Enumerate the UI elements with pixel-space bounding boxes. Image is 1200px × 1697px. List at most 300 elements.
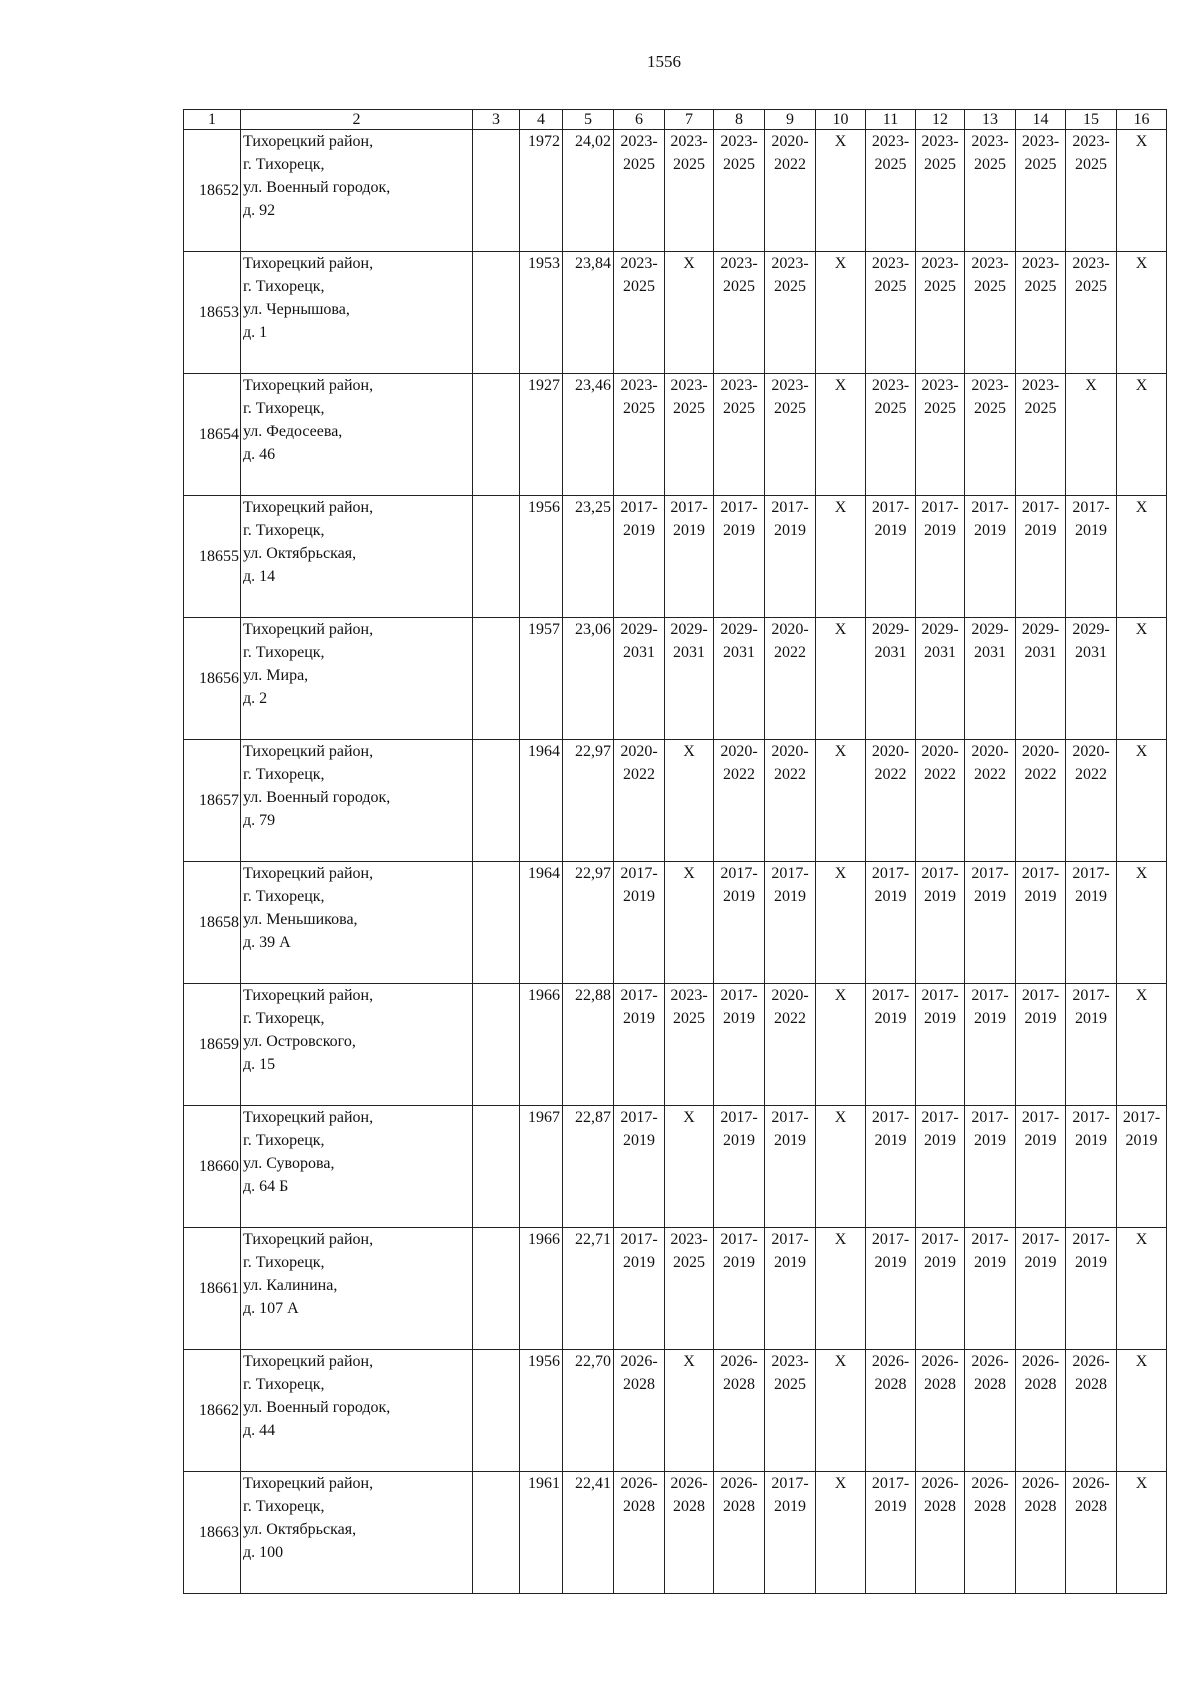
period-cell-col-10 <box>816 496 866 618</box>
year-built: 1957 <box>520 618 563 740</box>
period-cell-col-8 <box>714 984 765 1106</box>
address-line: Тихорецкий район, <box>243 865 374 882</box>
address-cell <box>241 252 473 374</box>
table-row <box>184 1228 1167 1350</box>
column-3-cell <box>473 1228 520 1350</box>
period-cell-col-9 <box>765 740 816 862</box>
period-cell-col-7 <box>665 618 714 740</box>
period-text: 2019 <box>874 522 907 539</box>
period-text: 2019 <box>924 522 956 539</box>
table-row <box>184 252 1167 374</box>
period-text: 2025 <box>1075 156 1107 173</box>
period-text: 2023- <box>971 133 1009 150</box>
column-header-4: 4 <box>520 110 563 130</box>
period-cell-col-7 <box>665 1350 714 1472</box>
area-value: 22,41 <box>563 1472 614 1594</box>
period-text: 2019 <box>924 1132 956 1149</box>
period-text: 2017- <box>921 499 959 516</box>
period-text: 2019 <box>1024 888 1057 905</box>
period-text: X <box>1135 743 1148 760</box>
column-header-6: 6 <box>614 110 665 130</box>
record-number: 18655 <box>184 496 241 618</box>
period-cell-col-15 <box>1066 1350 1117 1472</box>
table-row <box>184 496 1167 618</box>
period-text: 2020- <box>771 743 809 760</box>
period-text: 2029- <box>620 621 658 638</box>
period-text: 2019 <box>623 1254 655 1271</box>
period-cell-col-8 <box>714 618 765 740</box>
period-cell-col-8 <box>714 252 765 374</box>
address-line: д. 46 <box>243 446 276 463</box>
period-cell-col-14 <box>1016 862 1066 984</box>
period-cell-col-13 <box>965 740 1016 862</box>
period-cell-col-10 <box>816 130 866 252</box>
address-line: Тихорецкий район, <box>243 1231 374 1248</box>
address-line: г. Тихорецк, <box>243 888 325 905</box>
period-text: 2019 <box>924 1254 956 1271</box>
record-number: 18658 <box>184 862 241 984</box>
period-text: 2025 <box>623 400 655 417</box>
address-line: г. Тихорецк, <box>243 1254 325 1271</box>
period-text: X <box>1135 621 1148 638</box>
period-text: 2019 <box>874 1254 907 1271</box>
period-text: 2017- <box>971 1109 1009 1126</box>
period-text: 2025 <box>673 400 705 417</box>
period-cell-col-14 <box>1016 374 1066 496</box>
period-text: 2022 <box>774 644 806 661</box>
period-text: 2023- <box>871 377 910 394</box>
period-cell-col-14 <box>1016 130 1066 252</box>
period-text: 2028 <box>974 1376 1006 1393</box>
period-text: 2026- <box>871 1353 910 1370</box>
period-text: 2025 <box>673 1010 705 1027</box>
period-cell-col-11 <box>866 740 916 862</box>
period-text: 2019 <box>723 1132 755 1149</box>
period-text: X <box>1135 865 1148 882</box>
period-text: 2023- <box>771 377 809 394</box>
period-text: 2023- <box>620 133 658 150</box>
column-header-1: 1 <box>184 110 241 130</box>
period-text: 2017- <box>1021 987 1060 1004</box>
column-3-cell <box>473 862 520 984</box>
year-built: 1966 <box>520 984 563 1106</box>
period-text: 2017- <box>620 987 658 1004</box>
period-cell-col-10 <box>816 252 866 374</box>
area-value: 22,70 <box>563 1350 614 1472</box>
table-row <box>184 1472 1167 1594</box>
period-cell-col-6 <box>614 130 665 252</box>
period-text: 2029- <box>871 621 910 638</box>
period-text: 2031 <box>974 644 1006 661</box>
period-cell-col-11 <box>866 984 916 1106</box>
period-text: X <box>834 1231 847 1248</box>
period-text: 2019 <box>874 1010 907 1027</box>
period-text: 2031 <box>723 644 755 661</box>
period-text: 2029- <box>971 621 1009 638</box>
column-header-3: 3 <box>473 110 520 130</box>
period-cell-col-16 <box>1117 1350 1167 1472</box>
period-text: 2020- <box>771 987 809 1004</box>
period-cell-col-7 <box>665 1472 714 1594</box>
address-line: ул. Чернышова, <box>243 301 350 318</box>
period-cell-col-9 <box>765 984 816 1106</box>
column-header-8: 8 <box>714 110 765 130</box>
period-cell-col-16 <box>1117 1228 1167 1350</box>
period-text: 2019 <box>774 522 806 539</box>
period-text: 2031 <box>1024 644 1057 661</box>
area-value: 22,87 <box>563 1106 614 1228</box>
period-text: 2019 <box>774 1498 806 1515</box>
period-text: 2017- <box>720 1109 758 1126</box>
period-text: 2025 <box>673 156 705 173</box>
period-text: 2019 <box>874 1132 907 1149</box>
area-value: 23,06 <box>563 618 614 740</box>
period-text: 2023- <box>771 255 809 272</box>
period-text: 2031 <box>924 644 956 661</box>
period-cell-col-6 <box>614 496 665 618</box>
period-text: 2025 <box>723 156 755 173</box>
period-text: 2023- <box>670 1231 708 1248</box>
period-cell-col-9 <box>765 374 816 496</box>
column-header-11: 11 <box>866 110 916 130</box>
period-text: 2017- <box>1072 499 1110 516</box>
period-text: 2023- <box>620 255 658 272</box>
period-text: 2017- <box>871 499 910 516</box>
period-text: 2028 <box>924 1376 956 1393</box>
period-text: 2023- <box>971 255 1009 272</box>
address-cell <box>241 740 473 862</box>
period-text: 2019 <box>924 1010 956 1027</box>
period-text: 2017- <box>720 865 758 882</box>
period-text: 2026- <box>620 1475 658 1492</box>
period-text: 2019 <box>1125 1132 1158 1149</box>
record-number: 18652 <box>184 130 241 252</box>
address-line: ул. Калинина, <box>243 1277 338 1294</box>
period-text: 2023- <box>1021 133 1060 150</box>
period-cell-col-6 <box>614 1472 665 1594</box>
period-text: 2023- <box>871 133 910 150</box>
period-text: 2025 <box>774 1376 806 1393</box>
period-text: 2026- <box>971 1475 1009 1492</box>
period-cell-col-9 <box>765 496 816 618</box>
period-text: 2017- <box>1072 1109 1110 1126</box>
period-text: 2026- <box>670 1475 708 1492</box>
address-line: д. 39 А <box>243 934 291 951</box>
table-row <box>184 130 1167 252</box>
period-text: 2019 <box>1024 1010 1057 1027</box>
period-text: 2020- <box>771 133 809 150</box>
period-text: 2026- <box>720 1353 758 1370</box>
period-cell-col-12 <box>916 1106 965 1228</box>
period-text: 2031 <box>623 644 655 661</box>
page-number: 1556 <box>647 52 681 71</box>
period-text: 2023- <box>720 255 758 272</box>
period-text: 2025 <box>1024 400 1057 417</box>
period-text: 2020- <box>971 743 1009 760</box>
period-cell-col-12 <box>916 740 965 862</box>
area-value: 22,97 <box>563 740 614 862</box>
period-text: 2017- <box>971 499 1009 516</box>
period-text: 2026- <box>921 1475 959 1492</box>
period-cell-col-14 <box>1016 1106 1066 1228</box>
period-cell-col-9 <box>765 130 816 252</box>
period-text: 2025 <box>874 156 907 173</box>
period-text: X <box>834 1353 847 1370</box>
period-text: 2029- <box>670 621 708 638</box>
record-number: 18662 <box>184 1350 241 1472</box>
address-line: Тихорецкий район, <box>243 1475 374 1492</box>
address-line: Тихорецкий район, <box>243 1109 374 1126</box>
period-text: 2019 <box>1075 888 1107 905</box>
address-line: ул. Военный городок, <box>243 179 391 196</box>
period-text: X <box>1135 1231 1148 1248</box>
period-cell-col-15 <box>1066 1472 1117 1594</box>
period-text: 2017- <box>1122 1109 1161 1126</box>
period-text: 2019 <box>673 522 705 539</box>
period-text: 2017- <box>871 865 910 882</box>
column-header-15: 15 <box>1066 110 1117 130</box>
period-cell-col-10 <box>816 984 866 1106</box>
table-row <box>184 862 1167 984</box>
period-cell-col-10 <box>816 1350 866 1472</box>
address-line: д. 1 <box>243 324 268 341</box>
year-built: 1956 <box>520 1350 563 1472</box>
address-cell <box>241 374 473 496</box>
period-text: 2023- <box>771 1353 809 1370</box>
address-line: Тихорецкий район, <box>243 987 374 1004</box>
year-built: 1964 <box>520 740 563 862</box>
year-built: 1956 <box>520 496 563 618</box>
period-text: 2023- <box>871 255 910 272</box>
period-text: 2019 <box>974 1254 1006 1271</box>
table-row <box>184 740 1167 862</box>
column-3-cell <box>473 1106 520 1228</box>
period-cell-col-15 <box>1066 862 1117 984</box>
period-text: 2019 <box>974 522 1006 539</box>
year-built: 1961 <box>520 1472 563 1594</box>
address-line: ул. Суворова, <box>243 1155 335 1172</box>
period-cell-col-16 <box>1117 740 1167 862</box>
period-cell-col-12 <box>916 130 965 252</box>
period-text: 2025 <box>974 400 1006 417</box>
address-line: г. Тихорецк, <box>243 1376 325 1393</box>
period-text: 2017- <box>921 1231 959 1248</box>
period-cell-col-16 <box>1117 496 1167 618</box>
period-cell-col-12 <box>916 374 965 496</box>
period-text: 2020- <box>871 743 910 760</box>
address-line: д. 107 А <box>243 1300 299 1317</box>
period-text: 2028 <box>623 1376 655 1393</box>
period-text: X <box>1135 987 1148 1004</box>
address-line: д. 2 <box>243 690 268 707</box>
period-text: 2025 <box>1024 156 1057 173</box>
period-text: 2019 <box>723 1010 755 1027</box>
period-text: 2017- <box>771 499 809 516</box>
period-text: 2022 <box>623 766 655 783</box>
period-text: X <box>683 1109 695 1126</box>
period-text: 2020- <box>1021 743 1060 760</box>
column-header-5: 5 <box>563 110 614 130</box>
period-text: 2023- <box>720 377 758 394</box>
column-3-cell <box>473 374 520 496</box>
address-line: ул. Федосеева, <box>243 423 343 440</box>
period-text: 2019 <box>774 1254 806 1271</box>
period-text: 2017- <box>971 865 1009 882</box>
period-text: 2023- <box>720 133 758 150</box>
column-header-16: 16 <box>1117 110 1167 130</box>
address-cell <box>241 1228 473 1350</box>
period-cell-col-6 <box>614 1350 665 1472</box>
period-cell-col-13 <box>965 1106 1016 1228</box>
record-number: 18659 <box>184 984 241 1106</box>
period-text: 2025 <box>723 400 755 417</box>
period-text: 2019 <box>723 888 755 905</box>
address-line: г. Тихорецк, <box>243 522 325 539</box>
table-row <box>184 374 1167 496</box>
period-cell-col-15 <box>1066 1228 1117 1350</box>
period-cell-col-16 <box>1117 374 1167 496</box>
column-header-9: 9 <box>765 110 816 130</box>
period-text: 2023- <box>971 377 1009 394</box>
period-cell-col-14 <box>1016 496 1066 618</box>
period-text: 2017- <box>1072 1231 1110 1248</box>
period-cell-col-15 <box>1066 740 1117 862</box>
year-built: 1972 <box>520 130 563 252</box>
period-text: X <box>834 499 847 516</box>
period-cell-col-7 <box>665 1228 714 1350</box>
period-cell-col-12 <box>916 984 965 1106</box>
period-text: 2017- <box>921 1109 959 1126</box>
period-cell-col-8 <box>714 1106 765 1228</box>
period-cell-col-7 <box>665 984 714 1106</box>
period-text: 2025 <box>623 278 655 295</box>
period-cell-col-7 <box>665 496 714 618</box>
address-cell <box>241 1106 473 1228</box>
period-text: X <box>834 1109 847 1126</box>
area-value: 22,97 <box>563 862 614 984</box>
period-cell-col-7 <box>665 130 714 252</box>
period-text: X <box>1135 377 1148 394</box>
period-text: X <box>834 1475 847 1492</box>
column-3-cell <box>473 130 520 252</box>
period-text: 2022 <box>1024 766 1057 783</box>
period-cell-col-15 <box>1066 984 1117 1106</box>
address-line: г. Тихорецк, <box>243 1010 325 1027</box>
period-text: 2020- <box>771 621 809 638</box>
period-text: X <box>834 133 847 150</box>
column-header-2: 2 <box>241 110 473 130</box>
period-cell-col-16 <box>1117 130 1167 252</box>
period-text: 2017- <box>871 1109 910 1126</box>
period-text: 2019 <box>774 1132 806 1149</box>
period-text: 2028 <box>673 1498 705 1515</box>
period-text: 2023- <box>1072 133 1110 150</box>
period-cell-col-9 <box>765 618 816 740</box>
period-text: 2022 <box>1075 766 1107 783</box>
period-cell-col-11 <box>866 496 916 618</box>
period-text: X <box>1135 255 1148 272</box>
period-text: 2028 <box>723 1498 755 1515</box>
record-number: 18660 <box>184 1106 241 1228</box>
period-text: 2026- <box>971 1353 1009 1370</box>
period-text: 2017- <box>1021 865 1060 882</box>
period-text: X <box>1135 133 1148 150</box>
address-line: д. 44 <box>243 1422 276 1439</box>
address-line: г. Тихорецк, <box>243 278 325 295</box>
period-cell-col-6 <box>614 1106 665 1228</box>
period-cell-col-8 <box>714 374 765 496</box>
period-text: 2017- <box>971 987 1009 1004</box>
year-built: 1953 <box>520 252 563 374</box>
period-text: X <box>834 255 847 272</box>
period-cell-col-11 <box>866 374 916 496</box>
period-text: 2022 <box>723 766 755 783</box>
period-cell-col-9 <box>765 862 816 984</box>
address-line: г. Тихорецк, <box>243 644 325 661</box>
period-cell-col-9 <box>765 1106 816 1228</box>
period-text: 2023- <box>670 133 708 150</box>
period-text: 2019 <box>974 1132 1006 1149</box>
table-row <box>184 618 1167 740</box>
period-text: 2017- <box>771 865 809 882</box>
period-text: X <box>683 865 695 882</box>
period-text: 2017- <box>720 1231 758 1248</box>
period-cell-col-8 <box>714 862 765 984</box>
period-text: 2029- <box>1072 621 1110 638</box>
area-value: 24,02 <box>563 130 614 252</box>
period-text: X <box>834 621 847 638</box>
period-text: 2019 <box>1075 1010 1107 1027</box>
period-cell-col-7 <box>665 374 714 496</box>
period-text: 2017- <box>620 499 658 516</box>
period-cell-col-15 <box>1066 130 1117 252</box>
period-cell-col-10 <box>816 740 866 862</box>
period-text: 2025 <box>874 400 907 417</box>
period-text: X <box>834 377 847 394</box>
period-text: 2017- <box>921 865 959 882</box>
area-value: 23,46 <box>563 374 614 496</box>
address-line: ул. Октябрьская, <box>243 1521 357 1538</box>
period-text: 2022 <box>774 156 806 173</box>
period-cell-col-8 <box>714 130 765 252</box>
period-text: 2023- <box>670 377 708 394</box>
year-built: 1927 <box>520 374 563 496</box>
address-line: г. Тихорецк, <box>243 400 325 417</box>
period-text: 2025 <box>924 400 956 417</box>
address-cell <box>241 130 473 252</box>
period-text: 2029- <box>921 621 959 638</box>
period-cell-col-6 <box>614 984 665 1106</box>
period-cell-col-11 <box>866 1472 916 1594</box>
period-text: 2028 <box>924 1498 956 1515</box>
period-text: 2019 <box>1075 522 1107 539</box>
period-text: 2017- <box>620 1109 658 1126</box>
period-text: X <box>834 743 847 760</box>
period-cell-col-12 <box>916 862 965 984</box>
period-cell-col-8 <box>714 740 765 862</box>
area-value: 22,71 <box>563 1228 614 1350</box>
period-text: 2029- <box>720 621 758 638</box>
period-text: X <box>1135 1353 1148 1370</box>
period-text: 2019 <box>1024 1254 1057 1271</box>
period-text: 2028 <box>974 1498 1006 1515</box>
period-cell-col-14 <box>1016 252 1066 374</box>
period-cell-col-9 <box>765 1228 816 1350</box>
period-text: 2022 <box>774 1010 806 1027</box>
address-line: д. 15 <box>243 1056 276 1073</box>
column-3-cell <box>473 740 520 862</box>
column-3-cell <box>473 496 520 618</box>
